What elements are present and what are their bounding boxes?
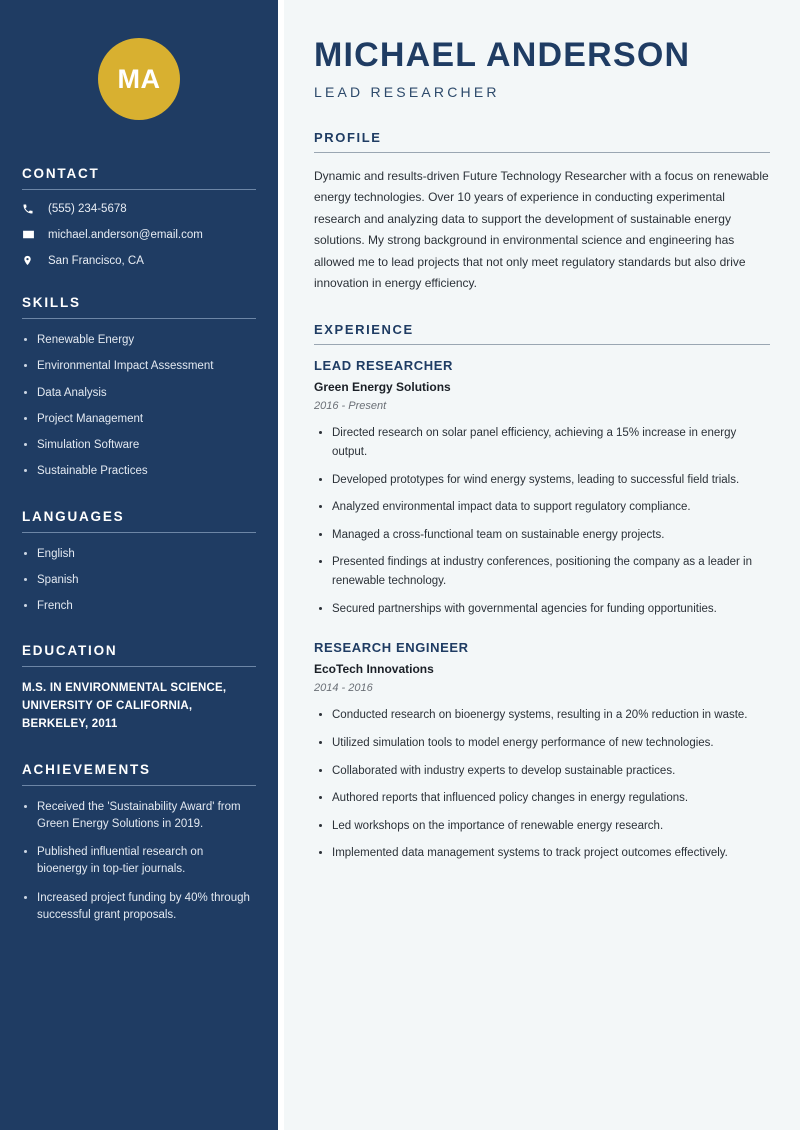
contact-item-phone[interactable] — [22, 203, 256, 215]
avatar: MA — [98, 38, 180, 120]
contact-phone-value: (555) 234-5678 — [48, 203, 127, 215]
list-item: Received the 'Sustainability Award' from Green Energy Solutions in 2019. — [22, 799, 256, 834]
list-item: Implemented data management systems to track project outcomes effectively. — [314, 844, 770, 863]
list-item: Managed a cross-functional team on sustainable energy projects. — [314, 526, 770, 545]
profile-heading: PROFILE — [314, 130, 382, 146]
list-item: Data Analysis — [22, 385, 256, 402]
contact-email-value: michael.anderson@email.com — [48, 228, 203, 241]
job-role-subtitle: LEAD RESEARCHER — [314, 84, 500, 101]
list-item: English — [22, 546, 256, 563]
job-bullet-list — [314, 706, 770, 863]
languages-section — [22, 509, 256, 616]
languages-list — [22, 546, 256, 616]
list-item: Authored reports that influenced policy changes in energy regulations. — [314, 789, 770, 808]
list-item: Sustainable Practices — [22, 463, 256, 480]
list-item: Collaborated with industry experts to develop sustainable practices. — [314, 762, 770, 781]
list-item: Project Management — [22, 411, 256, 428]
achievements-heading: ACHIEVEMENTS — [22, 761, 151, 777]
languages-heading: LANGUAGES — [22, 508, 125, 524]
skills-section — [22, 295, 256, 481]
experience-divider — [314, 344, 770, 345]
list-item: Presented findings at industry conferences, positioning the company as a leader in renewable technology. — [314, 553, 770, 590]
list-item: Analyzed environmental impact data to support regulatory compliance. — [314, 498, 770, 517]
experience-heading: EXPERIENCE — [314, 322, 414, 338]
contact-location-value: San Francisco, CA — [48, 254, 144, 267]
experience-section — [314, 322, 770, 863]
main-content — [284, 0, 800, 1130]
list-item: Led workshops on the importance of renewable energy research. — [314, 817, 770, 836]
list-item: Spanish — [22, 572, 256, 589]
list-item: Conducted research on bioenergy systems, resulting in a 20% reduction in waste. — [314, 706, 770, 725]
list-item: Developed prototypes for wind energy systems, leading to successful field trials. — [314, 471, 770, 490]
education-entry: M.S. IN ENVIRONMENTAL SCIENCE, UNIVERSITY OF CALIFORNIA, BERKELEY, 2011 — [22, 682, 227, 730]
page-title: MICHAEL ANDERSON — [314, 36, 691, 74]
list-item: Published influential research on bioenergy in top-tier journals. — [22, 844, 256, 879]
job-title: LEAD RESEARCHER — [314, 358, 454, 374]
envelope-icon — [22, 228, 42, 241]
skills-divider — [22, 318, 256, 319]
map-pin-icon — [22, 254, 42, 267]
profile-divider — [314, 152, 770, 153]
contact-item-location[interactable] — [22, 254, 256, 267]
list-item: Directed research on solar panel efficiency, achieving a 15% increase in energy output. — [314, 424, 770, 461]
languages-divider — [22, 532, 256, 533]
experience-entry — [314, 640, 770, 863]
job-company: Green Energy Solutions — [314, 380, 451, 395]
list-item: Simulation Software — [22, 437, 256, 454]
list-item: French — [22, 598, 256, 615]
contact-item-email[interactable] — [22, 228, 256, 241]
list-item: Utilized simulation tools to model energy performance of new technologies. — [314, 734, 770, 753]
achievements-section — [22, 762, 256, 925]
experience-entry — [314, 358, 770, 618]
achievements-divider — [22, 785, 256, 786]
list-item: Secured partnerships with governmental agencies for funding opportunities. — [314, 600, 770, 619]
phone-icon — [22, 203, 42, 215]
job-company: EcoTech Innovations — [314, 662, 434, 677]
job-dates: 2016 - Present — [314, 400, 387, 413]
education-divider — [22, 666, 256, 667]
achievements-list — [22, 799, 256, 925]
job-dates: 2014 - 2016 — [314, 682, 373, 695]
skills-heading: SKILLS — [22, 295, 81, 310]
list-item: Increased project funding by 40% through successful grant proposals. — [22, 890, 256, 925]
list-item: Environmental Impact Assessment — [22, 358, 256, 375]
profile-text: Dynamic and results-driven Future Technology Researcher with a focus on renewable energy technologies. Over 10 years of experience in conducting experimental research and analyzing data to support the development of sustainable energy solutions. My strong background in environmental science and engineering has allowed me to lead projects that not only meet regulatory standards but also drive innovation in energy efficiency. — [314, 169, 769, 290]
avatar-container — [22, 0, 256, 166]
contact-section — [22, 166, 256, 267]
contact-divider — [22, 189, 256, 190]
job-title: RESEARCH ENGINEER — [314, 640, 469, 656]
contact-heading: CONTACT — [22, 166, 100, 181]
skills-list — [22, 332, 256, 481]
job-bullet-list — [314, 424, 770, 618]
profile-section — [314, 130, 770, 294]
education-heading: EDUCATION — [22, 643, 118, 659]
sidebar — [0, 0, 278, 1130]
education-section — [22, 643, 256, 733]
list-item: Renewable Energy — [22, 332, 256, 349]
